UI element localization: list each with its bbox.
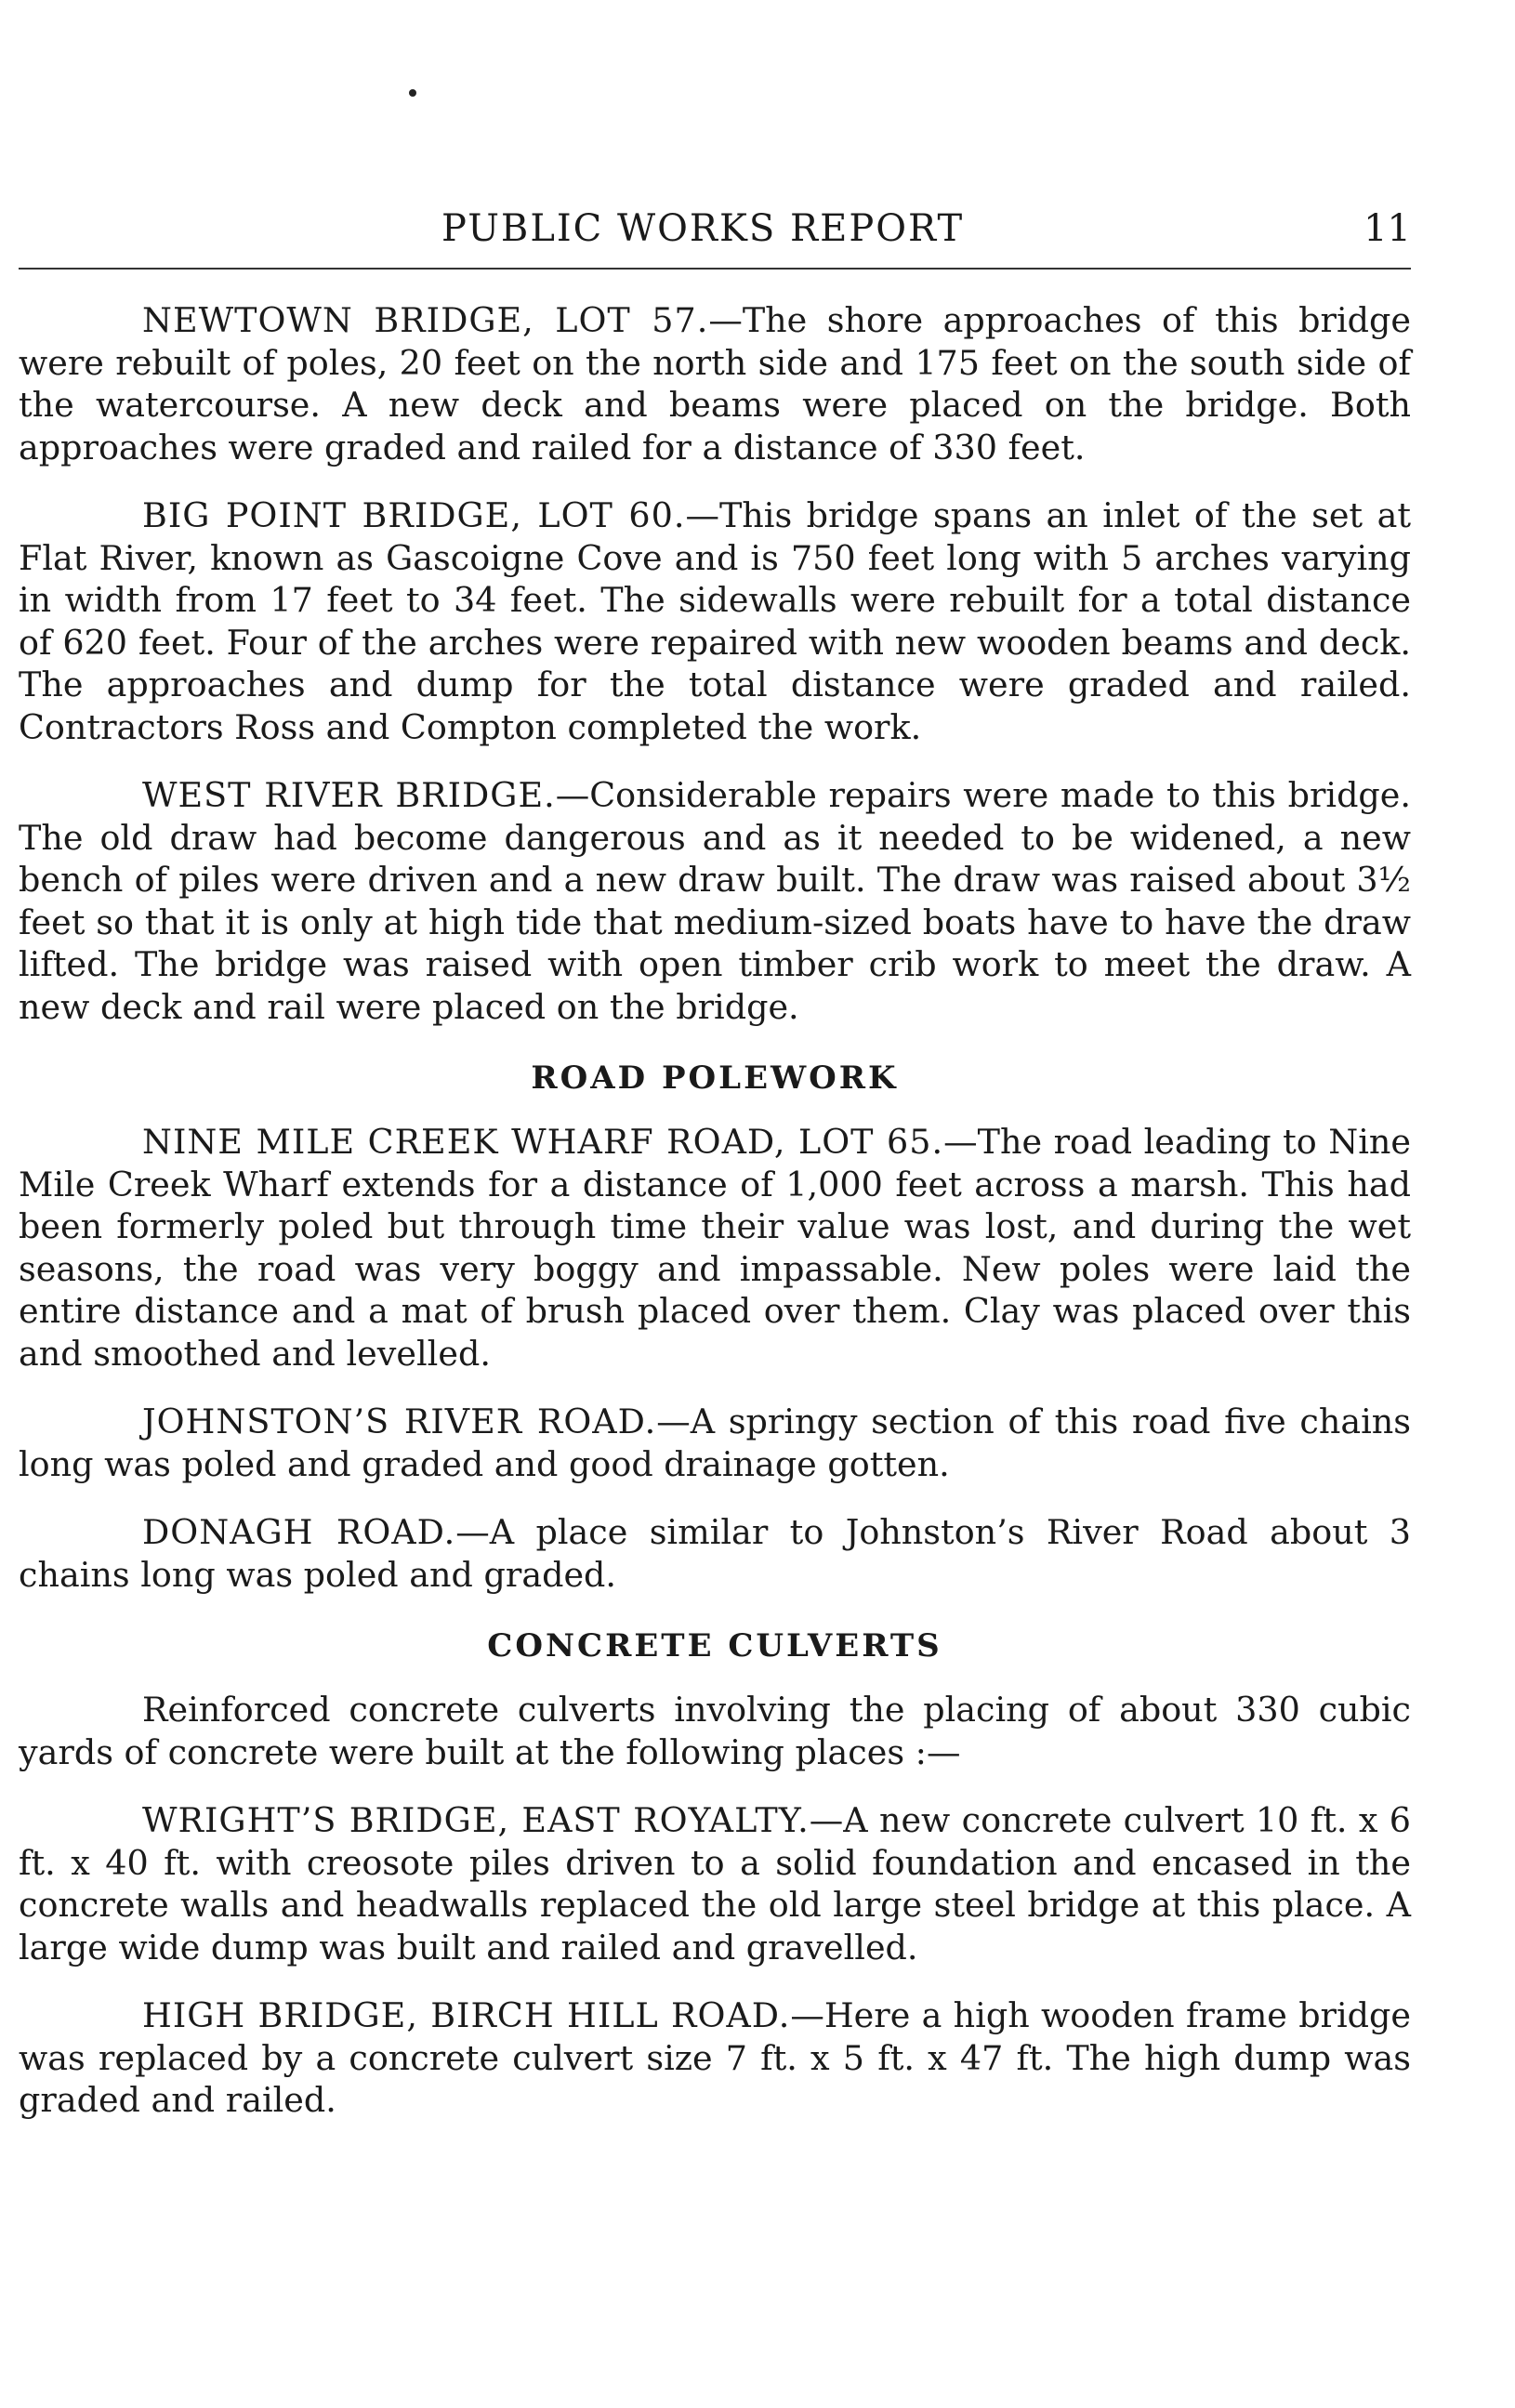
paragraph-text: —This bridge spans an inlet of the set at Flat River, known as Gascoigne Cove and is 750 feet long with 5 arches varying in width from 17 feet to 34 feet. The sidewalls were rebuilt for a total distance of 620 feet. Four of the arches were repaired with new wooden beams and deck. The approaches and dump for the total distance were graded and railed. Contractors Ross and Compton completed the work. xyxy=(19,495,1411,747)
paragraph-lead: HIGH BRIDGE, BIRCH HILL ROAD. xyxy=(142,1995,791,2035)
paragraph-text: —The road leading to Nine Mile Creek Wharf extends for a distance of 1,000 feet across a marsh. This had been formerly poled but through time their value was lost, and during the wet seasons, the road was very boggy and impassable. New poles were laid the entire distance and a mat of brush placed over them. Clay was placed over this and smoothed and levelled. xyxy=(19,1122,1411,1374)
paragraph-lead: WEST RIVER BRIDGE. xyxy=(142,775,556,815)
paragraph-lead: DONAGH ROAD. xyxy=(142,1512,456,1552)
paragraph-wrights-bridge xyxy=(19,1799,1411,1968)
running-title: PUBLIC WORKS REPORT xyxy=(441,207,965,250)
paragraph-high-bridge xyxy=(19,1994,1411,2122)
ink-speck xyxy=(409,89,416,97)
report-body xyxy=(19,299,1411,2148)
paragraph-lead: NEWTOWN BRIDGE, LOT 57. xyxy=(142,300,709,340)
paragraph-text: Reinforced concrete culverts involving the placing of about 330 cubic yards of concrete were built at the following places :— xyxy=(19,1690,1411,1772)
paragraph-text: —Considerable repairs were made to this bridge. The old draw had become dangerous and as it needed to be widened, a new bench of piles were driven and a new draw built. The draw was raised about 3½ feet so that it is only at high tide that medium-sized boats have to have the draw lifted. The bridge was raised with open timber crib work to meet the draw. A new deck and rail were placed on the bridge. xyxy=(19,775,1412,1027)
paragraph-text: —A new concrete culvert 10 ft. x 6 ft. x 40 ft. with creosote piles driven to a solid foundation and encased in the concrete walls and headwalls replaced the old large steel bridge at this place. A large wide dump was built and railed and gravelled. xyxy=(19,1800,1411,1967)
paragraph-text: —The shore approaches of this bridge were rebuilt of poles, 20 feet on the north side and 175 feet on the south side of the watercourse. A new deck and beams were placed on the bridge. Both approaches were graded and railed for a distance of 330 feet. xyxy=(19,300,1411,467)
header-rule xyxy=(19,268,1411,270)
paragraph-lead: JOHNSTON’S RIVER ROAD. xyxy=(142,1401,657,1441)
paragraph-lead: WRIGHT’S BRIDGE, EAST ROYALTY. xyxy=(142,1800,810,1840)
page-number: 11 xyxy=(1364,207,1411,250)
paragraph-lead: BIG POINT BRIDGE, LOT 60. xyxy=(142,495,686,535)
paragraph-culverts-intro xyxy=(19,1689,1411,1773)
paragraph-text: —A springy section of this road five chains long was poled and graded and good drainage gotten. xyxy=(19,1401,1412,1484)
paragraph-nine-mile-creek-wharf-road xyxy=(19,1121,1411,1375)
paragraph-big-point-bridge xyxy=(19,494,1411,748)
paragraph-text: —A place similar to Johnston’s River Road about 3 chains long was poled and graded. xyxy=(19,1512,1411,1595)
running-header xyxy=(19,203,1411,255)
paragraph-text: —Here a high wooden frame bridge was replaced by a concrete culvert size 7 ft. x 5 ft. x 47 ft. The high dump was graded and railed. xyxy=(19,1995,1412,2120)
paragraph-lead: NINE MILE CREEK WHARF ROAD, LOT 65. xyxy=(142,1122,944,1162)
section-heading-concrete-culverts: CONCRETE CULVERTS xyxy=(487,1627,942,1665)
section-heading-road-polework: ROAD POLEWORK xyxy=(531,1059,899,1097)
paragraph-donagh-road xyxy=(19,1511,1411,1596)
paragraph-west-river-bridge xyxy=(19,774,1411,1028)
paragraph-newtown-bridge xyxy=(19,299,1411,468)
paragraph-johnstons-river-road xyxy=(19,1401,1411,1485)
